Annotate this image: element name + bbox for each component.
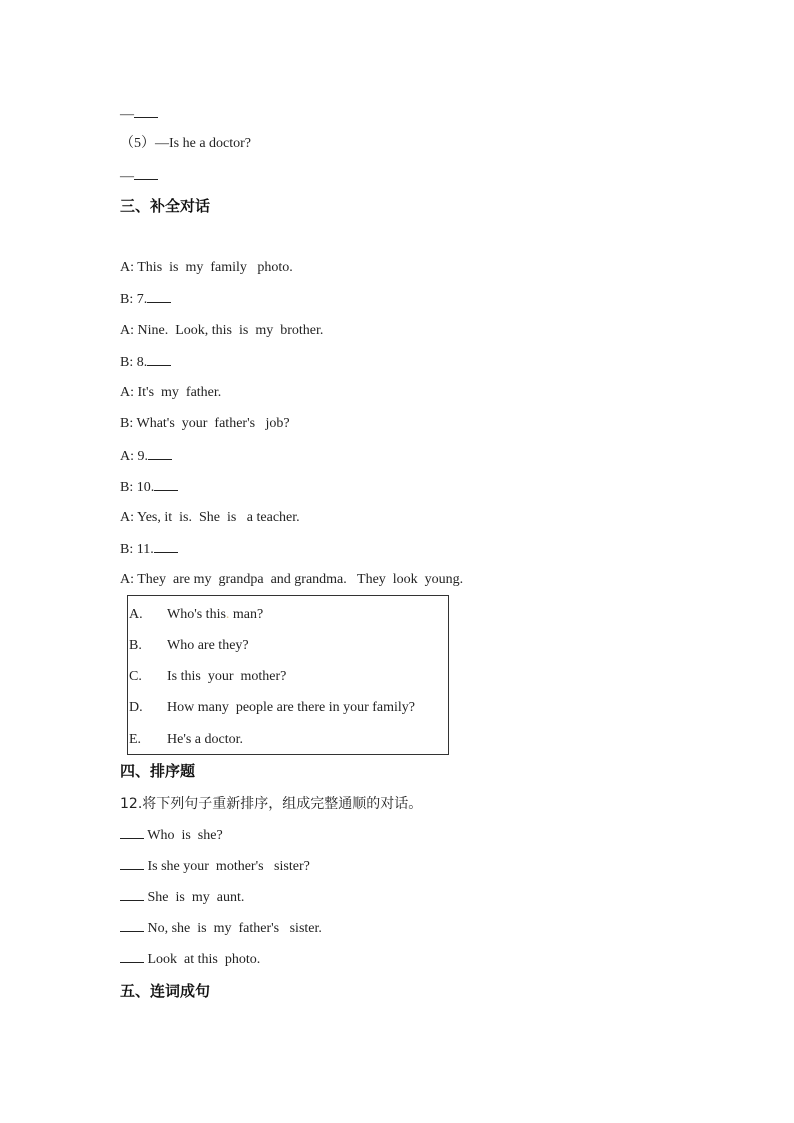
answer-blank bbox=[154, 478, 178, 491]
dialogue-line: A: This is my family photo. bbox=[120, 260, 293, 275]
option-a bbox=[129, 606, 263, 624]
order-item bbox=[120, 919, 322, 938]
section-4-heading: 四、排序题 bbox=[120, 762, 196, 780]
question-5: （5）—Is he a doctor? bbox=[120, 136, 252, 151]
option-text: Who's this bbox=[167, 607, 226, 622]
option-letter: A. bbox=[129, 607, 143, 622]
dialogue-line: A: They are my grandpa and grandma. They look young. bbox=[120, 572, 464, 587]
dialogue-text: B: 8. bbox=[120, 355, 148, 370]
options-box bbox=[127, 595, 449, 755]
answer-blank bbox=[120, 919, 144, 932]
answer-blank bbox=[120, 950, 144, 963]
order-item-text: Look at this photo. bbox=[144, 952, 261, 967]
option-letter: E. bbox=[129, 732, 142, 747]
option-text-after: man? bbox=[229, 607, 264, 622]
option-letter: D. bbox=[129, 700, 143, 715]
option-letter: C. bbox=[129, 669, 142, 684]
option-c bbox=[129, 668, 286, 686]
answer-blank bbox=[134, 105, 158, 118]
dialogue-line: A: Yes, it is. She is a teacher. bbox=[120, 510, 300, 525]
section-5-heading: 五、连词成句 bbox=[120, 982, 211, 1000]
dialogue-text: B: 10. bbox=[120, 480, 155, 495]
dash: — bbox=[120, 169, 134, 184]
section-4-instruction: 12.将下列句子重新排序，组成完整通顺的对话。 bbox=[120, 796, 423, 812]
order-item bbox=[120, 857, 310, 876]
answer-blank bbox=[148, 447, 172, 460]
answer-blank bbox=[147, 353, 171, 366]
option-e bbox=[129, 731, 243, 749]
dialogue-line bbox=[120, 478, 178, 497]
order-item-text: Who is she? bbox=[144, 828, 223, 843]
option-text: Who are they? bbox=[167, 638, 249, 653]
answer-line-4 bbox=[120, 105, 158, 124]
dialogue-line bbox=[120, 353, 171, 372]
option-b bbox=[129, 637, 249, 655]
order-item-text: No, she is my father's sister. bbox=[144, 921, 322, 936]
option-letter: B. bbox=[129, 638, 142, 653]
dialogue-line: A: It's my father. bbox=[120, 385, 222, 400]
dialogue-line: B: What's your father's job? bbox=[120, 416, 290, 431]
dialogue-text: A: 9. bbox=[120, 449, 148, 464]
dialogue-line: A: Nine. Look, this is my brother. bbox=[120, 323, 324, 338]
order-item-text: Is she your mother's sister? bbox=[144, 859, 310, 874]
dash: — bbox=[120, 107, 134, 122]
dialogue-text: B: 7. bbox=[120, 292, 148, 307]
answer-blank bbox=[147, 290, 171, 303]
answer-line-5 bbox=[120, 167, 158, 186]
option-dot: . bbox=[225, 607, 230, 622]
option-text: Is this your mother? bbox=[167, 669, 287, 684]
dialogue-text: B: 11. bbox=[120, 542, 154, 557]
order-item-text: She is my aunt. bbox=[144, 890, 245, 905]
order-item bbox=[120, 950, 260, 969]
option-text: He's a doctor. bbox=[167, 732, 244, 747]
dialogue-line bbox=[120, 447, 172, 466]
option-d bbox=[129, 699, 415, 717]
answer-blank bbox=[134, 167, 158, 180]
order-item bbox=[120, 888, 244, 907]
section-3-heading: 三、补全对话 bbox=[120, 197, 211, 215]
order-item bbox=[120, 826, 223, 845]
dialogue-line bbox=[120, 540, 178, 559]
answer-blank bbox=[120, 888, 144, 901]
dialogue-line bbox=[120, 290, 171, 309]
answer-blank bbox=[120, 857, 144, 870]
option-text: How many people are there in your family? bbox=[167, 700, 416, 715]
answer-blank bbox=[120, 826, 144, 839]
answer-blank bbox=[154, 540, 178, 553]
